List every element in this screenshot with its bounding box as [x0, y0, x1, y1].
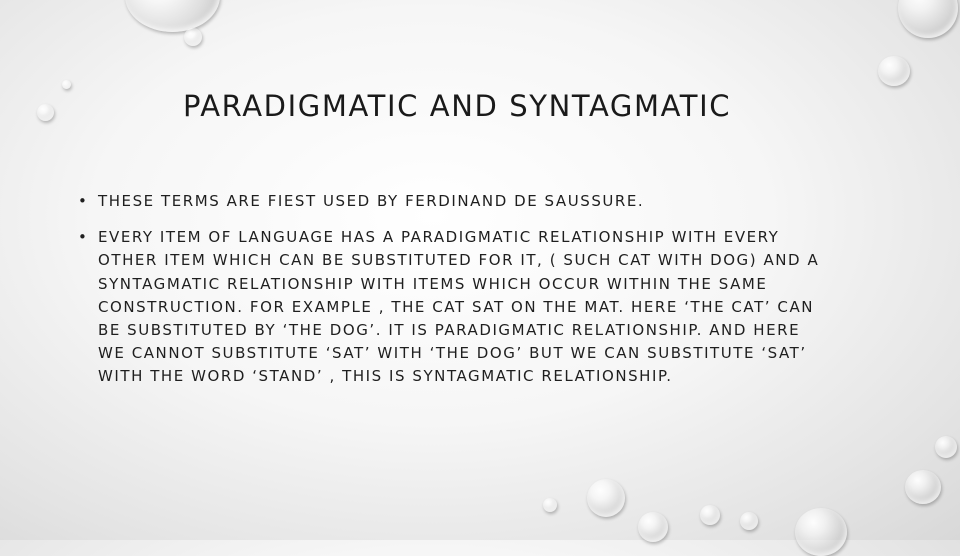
water-drop-decoration — [700, 505, 720, 525]
bullet-dot-icon: • — [78, 228, 89, 247]
water-drop-decoration — [898, 0, 958, 38]
bullet-item — [78, 190, 878, 213]
water-drop-decoration — [878, 56, 910, 86]
water-drop-decoration — [587, 479, 625, 517]
water-drop-decoration — [740, 512, 758, 530]
bullet-dot-icon: • — [78, 192, 89, 210]
bullet-line: WITH THE WORD ‘STAND’ , THIS IS SYNTAGMATIC RELATIONSHIP. — [98, 367, 673, 386]
water-drop-decoration — [543, 498, 557, 512]
water-drop-decoration — [905, 470, 941, 504]
water-drop-decoration — [795, 508, 847, 556]
bullet-line: WE CANNOT SUBSTITUTE ‘SAT’ WITH ‘THE DOG’ BUT WE CAN SUBSTITUTE ‘SAT’ — [98, 344, 807, 363]
slide-title: PARADIGMATIC AND SYNTAGMATIC — [183, 89, 732, 123]
bullet-list — [78, 190, 878, 389]
bullet-line: BE SUBSTITUTED BY ‘THE DOG’. IT IS PARADIGMATIC RELATIONSHIP. AND HERE — [98, 321, 801, 340]
bullet-line: THESE TERMS ARE FIEST USED BY FERDINAND DE SAUSSURE. — [98, 192, 645, 210]
bullet-line: CONSTRUCTION. FOR EXAMPLE , THE CAT SAT ON THE MAT. HERE ‘THE CAT’ CAN — [98, 297, 815, 316]
bullet-line: SYNTAGMATIC RELATIONSHIP WITH ITEMS WHICH OCCUR WITHIN THE SAME — [98, 274, 768, 293]
water-drop-decoration — [62, 80, 71, 89]
bullet-line: EVERY ITEM OF LANGUAGE HAS A PARADIGMATIC RELATIONSHIP WITH EVERY — [98, 228, 780, 247]
water-drop-decoration — [125, 0, 220, 32]
water-drop-decoration — [37, 104, 54, 121]
bullet-line: OTHER ITEM WHICH CAN BE SUBSTITUTED FOR IT, ( SUCH CAT WITH DOG) AND A — [98, 251, 820, 270]
bullet-item — [78, 226, 878, 388]
water-drop-decoration — [184, 28, 202, 46]
water-drop-decoration — [638, 512, 668, 542]
water-drop-decoration — [935, 436, 957, 458]
